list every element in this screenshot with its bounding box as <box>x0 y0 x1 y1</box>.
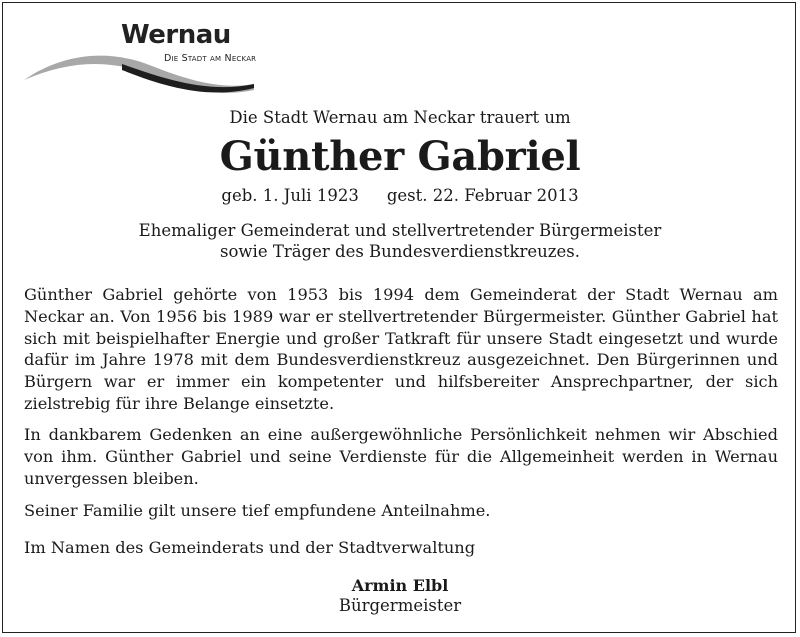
paragraph-on-behalf: Im Namen des Gemeinderats und der Stadtverwaltung <box>24 538 476 557</box>
intro-line: Die Stadt Wernau am Neckar trauert um <box>229 108 571 127</box>
signer-title: Bürgermeister <box>338 596 462 615</box>
death-date: gest. 22. Februar 2013 <box>386 186 579 205</box>
birth-date: geb. 1. Juli 1923 <box>221 186 359 205</box>
paragraph-condolence: Seiner Familie gilt unsere tief empfundene Anteilnahme. <box>24 501 491 520</box>
role-line: Ehemaliger Gemeinderat und stellvertretender Bürgermeister <box>138 221 662 240</box>
life-dates <box>0 186 800 205</box>
paragraph-remembrance: In dankbarem Gedenken an eine außergewöhnliche Persönlichkeit nehmen wir Abschied von ihm. Günther Gabriel und seine Verdienste für die Allgemeinheit werden in Wernau unvergessen bleiben. <box>24 425 778 488</box>
roles-block <box>0 220 800 262</box>
deceased-name: Günther Gabriel <box>219 133 581 180</box>
role-line: sowie Träger des Bundesverdienstkreuzes. <box>220 242 580 261</box>
signer-name: Armin Elbl <box>351 576 449 595</box>
logo-subtitle: Die Stadt am Neckar <box>164 53 257 64</box>
logo-title: Wernau <box>121 20 231 50</box>
paragraph-career: Günther Gabriel gehörte von 1953 bis 1994 dem Gemeinderat der Stadt Wernau am Neckar an. Von 1956 bis 1989 war er stellvertretender Bürgermeister. Günther Gabriel hat sich mit beispielhafter Energie und großer Tatkraft für unsere Stadt eingesetzt und wurde dafür im Jahre 1978 mit dem Bundesverdienstkreuz ausgezeichnet. Den Bürgerinnen und Bürgern war er immer ein kompetenter und hilfsbereiter Ansprechpartner, der sich zielstrebig für ihre Belange einsetzte. <box>24 285 778 413</box>
city-logo <box>22 18 312 102</box>
